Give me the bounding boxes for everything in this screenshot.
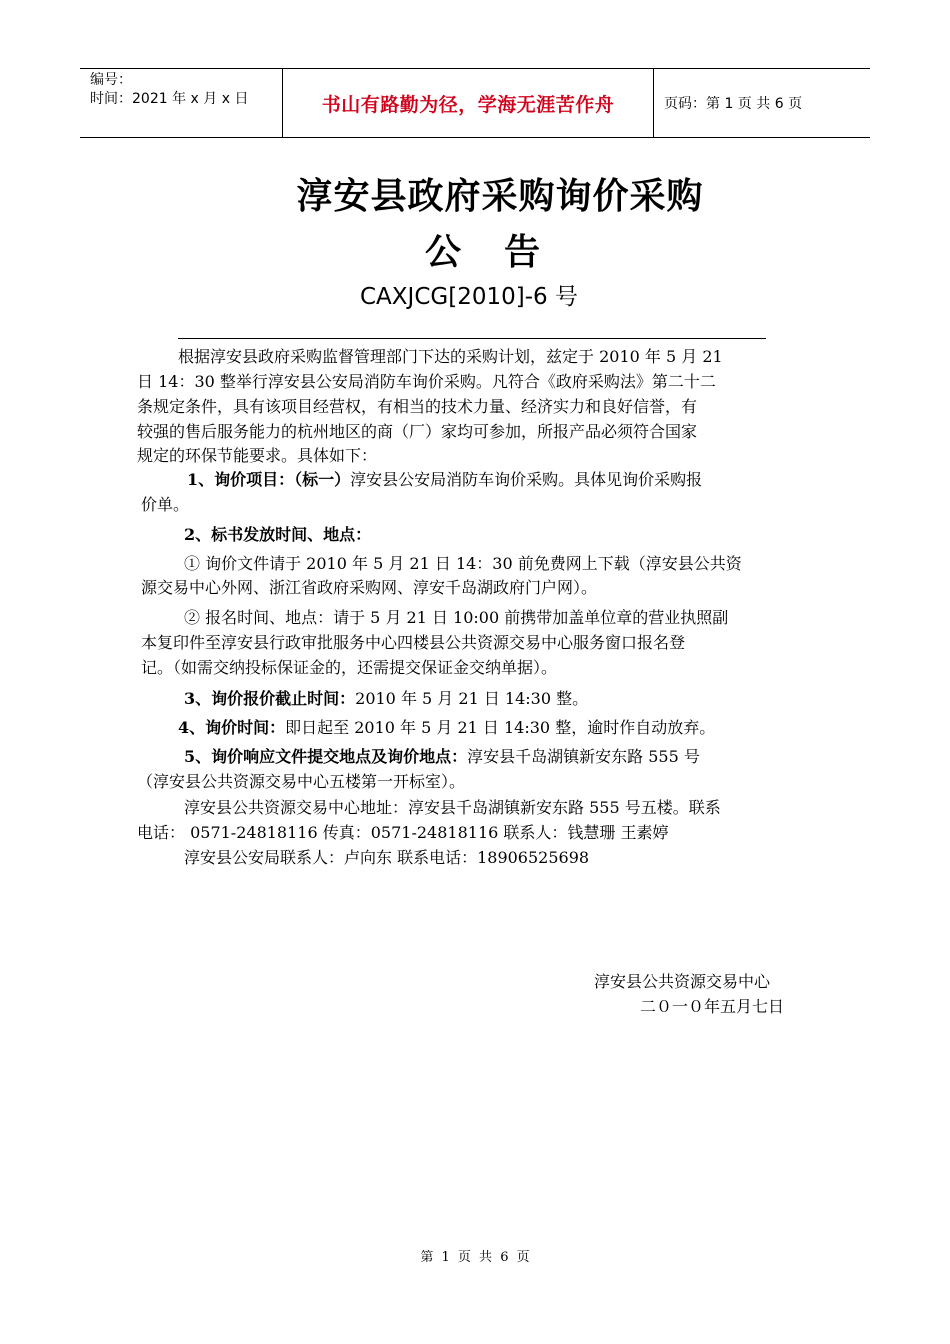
item-2-sub1: ① 询价文件请于 2010 年 5 月 21 日 14：30 前免费网上下载（淳安县公共资 [184,554,742,573]
item-2-sub1: 源交易中心外网、浙江省政府采购网、淳安千岛湖政府门户网）。 [141,578,598,597]
item-4-label: 4、询价时间： [178,718,286,737]
item-5-label: 5、询价响应文件提交地点及询价地点： [184,747,468,766]
item-1-label: 1、询价项目：（标一） [187,470,351,489]
document-title: 淳安县政府采购询价采购 [296,175,704,217]
intro-line: 规定的环保节能要求。具体如下： [137,446,378,465]
item-2-label: 2、标书发放时间、地点： [184,525,372,544]
item-1-cont: 价单。 [141,495,190,514]
page-footer: 第 1 页 共 6 页 [420,1250,530,1265]
heading-char-1: 公 [425,231,463,273]
time-label: 时间：2021 年 x 月 x 日 [90,91,249,107]
item-2-sub2: ② 报名时间、地点：请于 5 月 21 日 10:00 前携带加盖单位章的营业执照副 [184,608,729,627]
item-3 [184,687,588,712]
contact-line: 电话： 0571-24818116 传真：0571-24818116 联系人：钱慧珊 王素婷 [137,823,669,842]
motto: 书山有路勤为径，学海无涯苦作舟 [321,93,615,116]
document-number: CAXJCG[2010]-6 号 [360,284,578,310]
item-5-cont: （淳安县公共资源交易中心五楼第一开标室）。 [137,772,466,791]
divider [178,338,766,339]
heading-char-2: 告 [504,231,542,273]
header-table [80,68,870,138]
signature-date: 二０一０年五月七日 [640,997,785,1016]
header-motto-cell [282,69,654,137]
header-meta [80,69,282,137]
contact-line: 淳安县公安局联系人：卢向东 联系电话：18906525698 [184,848,590,867]
item-4 [178,716,715,741]
intro-line: 日 14：30 整举行淳安县公安局消防车询价采购。凡符合《政府采购法》第二十二 [137,372,716,391]
intro-line: 条规定条件，具有该项目经营权，有相当的技术力量、经济实力和良好信誉，有 [137,397,698,416]
item-4-text: 即日起至 2010 年 5 月 21 日 14:30 整，逾时作自动放弃。 [285,718,716,737]
item-2-sub2: 本复印件至淳安县行政审批服务中心四楼县公共资源交易中心服务窗口报名登 [141,633,686,652]
page-info: 页码：第 1 页 共 6 页 [664,96,803,112]
number-label: 编号： [90,72,132,88]
item-2-sub2: 记。（如需交纳投标保证金的，还需提交保证金交纳单据）。 [141,658,558,677]
intro-line: 根据淳安县政府采购监督管理部门下达的采购计划，兹定于 2010 年 5 月 21 [178,347,723,366]
item-5 [184,745,700,770]
intro-line: 较强的售后服务能力的杭州地区的商（厂）家均可参加，所报产品必须符合国家 [137,422,698,441]
signature-org: 淳安县公共资源交易中心 [594,972,771,991]
item-3-text: 2010 年 5 月 21 日 14:30 整。 [355,689,589,708]
item-1 [187,468,702,493]
item-3-label: 3、询价报价截止时间： [184,689,356,708]
header-page-cell [654,69,870,137]
announcement-heading [425,224,541,275]
item-1-text: 淳安县公安局消防车询价采购。具体见询价采购报 [350,470,703,489]
item-5-text: 淳安县千岛湖镇新安东路 555 号 [467,747,700,766]
contact-line: 淳安县公共资源交易中心地址：淳安县千岛湖镇新安东路 555 号五楼。联系 [184,798,721,817]
